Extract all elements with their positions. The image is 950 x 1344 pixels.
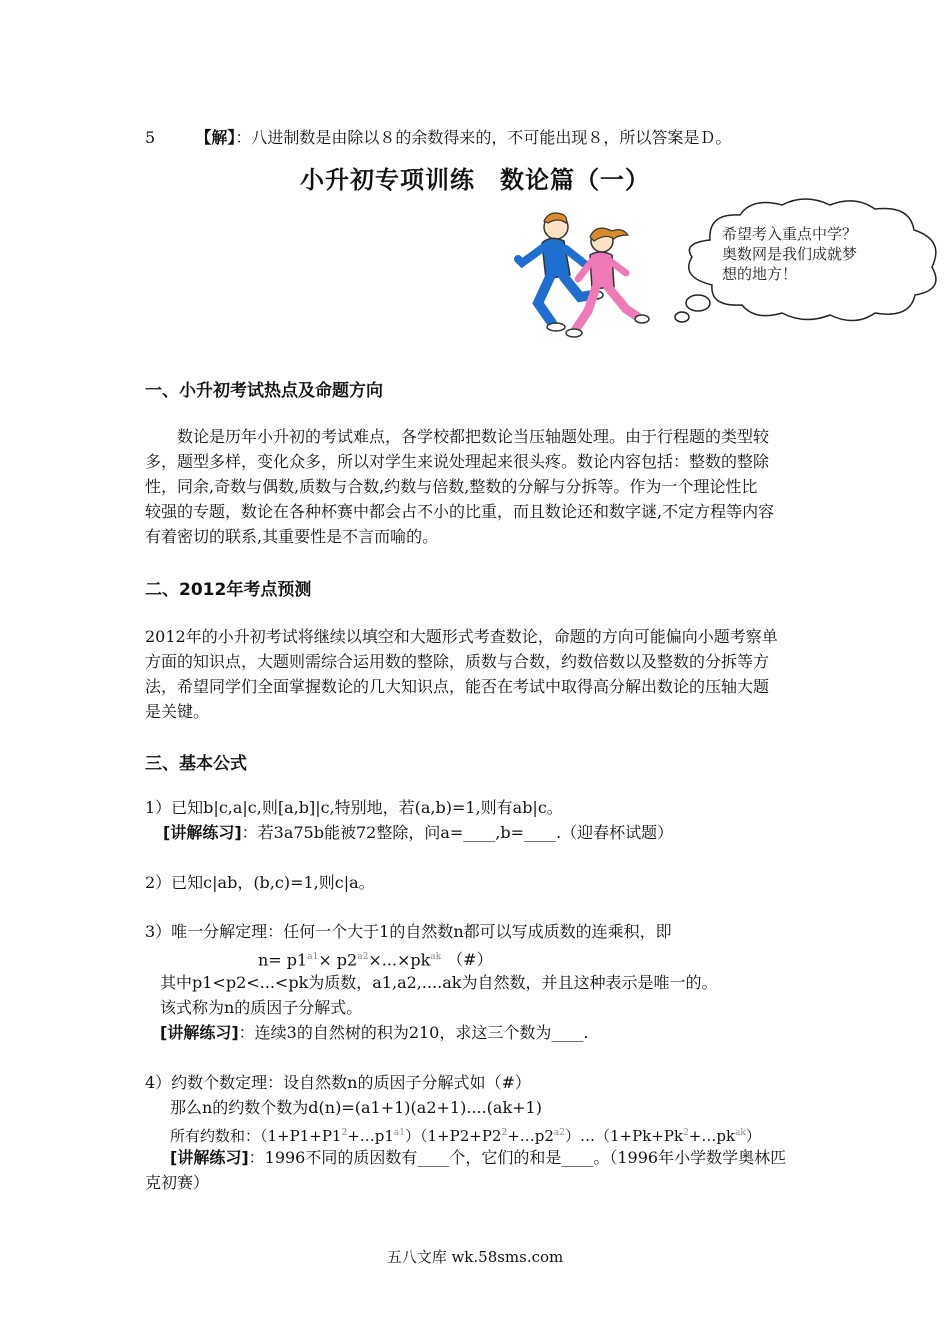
running-kids-illustration (510, 205, 655, 345)
formula-part: × p2 (318, 950, 358, 970)
formula-3: 3）唯一分解定理：任何一个大于1的自然数n都可以写成质数的连乘积，即 (145, 922, 672, 941)
practice-1 (163, 823, 673, 843)
factorization-formula (258, 947, 493, 970)
section-heading-2: 二、2012年考点预测 (145, 580, 312, 600)
exponent: ak (430, 952, 442, 962)
exponent: 2 (341, 1128, 348, 1138)
girl-figure (566, 228, 649, 337)
exponent: ak (735, 1128, 746, 1138)
paragraph-line: 性，同余,奇数与偶数,质数与合数,约数与倍数,整数的分解与分拆等。作为一个理论性比 (145, 477, 758, 496)
formula-4: 4）约数个数定理：设自然数n的质因子分解式如（#） (145, 1073, 531, 1092)
page-footer: 五八文库 wk.58sms.com (386, 1248, 564, 1266)
practice-3 (160, 1023, 588, 1043)
cloud-line: 奥数网是我们成就梦 (722, 245, 858, 263)
formula-part: +…p2 (507, 1127, 554, 1145)
cloud-line: 想的地方！ (722, 265, 798, 283)
paragraph-line: 较强的专题，数论在各种杯赛中都会占不小的比重，而且数论还和数字谜,不定方程等内容 (145, 502, 775, 521)
section-1-paragraph (145, 424, 810, 549)
formula-part: n= p1 (258, 950, 308, 970)
practice-label: [讲解练习] (170, 1148, 249, 1167)
practice-4 (170, 1148, 786, 1168)
formula-3-line-2: 其中p1<p2<...<pk为质数，a1,a2,....ak为自然数，并且这种表示是唯一的。 (160, 973, 718, 992)
paragraph-line: 2012年的小升初考试将继续以填空和大题形式考查数论，命题的方向可能偏向小题考察单 (145, 627, 778, 646)
practice-text: ：若3a75b能被72整除，问a=____,b=____.（迎春杯试题） (241, 823, 674, 842)
solution-label: 【解】 (195, 128, 236, 147)
exponent: a1 (393, 1128, 406, 1138)
exponent: a2 (357, 952, 369, 962)
top-note (145, 128, 731, 148)
formula-part: ×...×pk (368, 950, 431, 970)
formula-4-line-2: 那么n的约数个数为d(n)=(a1+1)(a2+1)....(ak+1) (170, 1098, 542, 1117)
practice-label: [讲解练习] (163, 823, 242, 842)
cloud-text (722, 224, 892, 284)
section-heading-3: 三、基本公式 (145, 754, 247, 774)
formula-part: （#） (447, 950, 493, 970)
exponent: a2 (553, 1128, 566, 1138)
formula-part: ） (745, 1127, 761, 1145)
top-note-number: 5 (145, 128, 156, 147)
formula-part: +…p1 (347, 1127, 394, 1145)
paragraph-line: 方面的知识点，大题则需综合运用数的整除，质数与合数，约数倍数以及整数的分拆等方 (145, 652, 770, 671)
formula-1: 1）已知b|c,a|c,则[a,b]|c,特别地，若(a,b)=1,则有ab|c。 (145, 798, 563, 817)
section-heading-1: 一、小升初考试热点及命题方向 (145, 381, 383, 401)
formula-part: ）…（1+Pk+Pk (565, 1127, 684, 1145)
paragraph-line: 是关键。 (145, 702, 210, 721)
formula-3-line-3: 该式称为n的质因子分解式。 (160, 998, 363, 1017)
cloud-line: 希望考入重点中学？ (722, 225, 858, 243)
practice-4-continuation: 克初赛） (145, 1173, 210, 1192)
exponent: 2 (683, 1128, 689, 1138)
practice-label: [讲解练习] (160, 1023, 239, 1042)
paragraph-line: 有着密切的联系,其重要性是不言而喻的。 (145, 527, 439, 546)
practice-text: ：1996不同的质因数有____个，它们的和是____。（1996年小学数学奥林匹 (248, 1148, 787, 1167)
top-note-text: ：八进制数是由除以８的余数得来的，不可能出现８，所以答案是Ｄ。 (235, 128, 732, 147)
page-title: 小升初专项训练 数论篇（一） (300, 166, 650, 194)
exponent: 2 (501, 1128, 508, 1138)
formula-part: +…pk (688, 1127, 736, 1145)
exponent: a1 (307, 952, 319, 962)
paragraph-line: 多，题型多样，变化众多，所以对学生来说处理起来很头疼。数论内容包括：整数的整除 (145, 452, 770, 471)
formula-part: 所有约数和：（1+P1+P1 (170, 1127, 342, 1145)
paragraph-line: 法，希望同学们全面掌握数论的几大知识点，能否在考试中取得高分解出数论的压轴大题 (145, 677, 770, 696)
section-2-paragraph (145, 624, 810, 724)
paragraph-line: 数论是历年小升初的考试难点，各学校都把数论当压轴题处理。由于行程题的类型较 (177, 427, 770, 446)
divisor-sum-formula (170, 1123, 761, 1146)
practice-text: ：连续3的自然树的积为210，求这三个数为____. (238, 1023, 589, 1042)
formula-part: ）（1+P2+P2 (405, 1127, 502, 1145)
formula-2: 2）已知c|ab，(b,c)=1,则c|a。 (145, 873, 375, 892)
